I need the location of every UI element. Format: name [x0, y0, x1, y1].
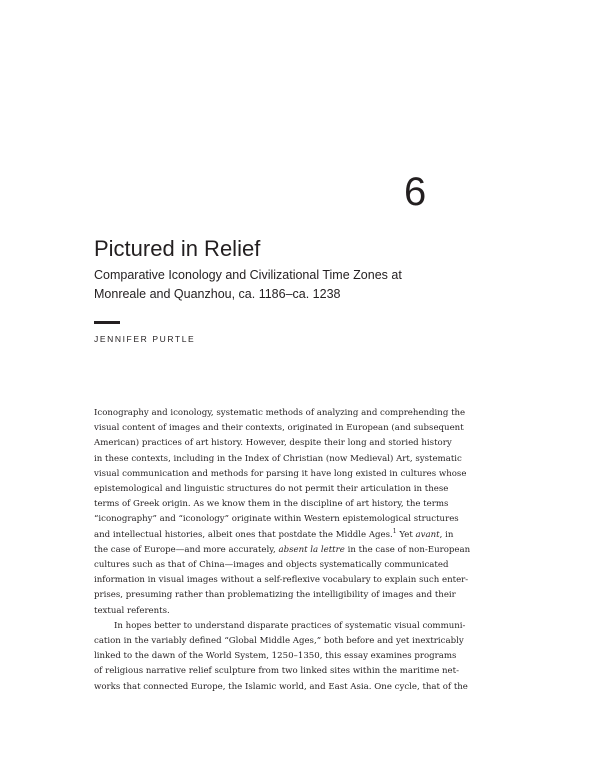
body-text — [94, 406, 471, 695]
author-name: JENNIFER PURTLE — [94, 334, 196, 344]
text-segment: Yet — [396, 529, 416, 540]
text-segment: in the case of non-European — [344, 544, 471, 555]
text-line: terms of Greek origin. As we know them in the discipline of art history, the terms — [94, 499, 449, 510]
subtitle-line: Comparative Iconology and Civilizational Time Zones at — [94, 268, 402, 282]
text-line: information in visual images without a self-reflexive vocabulary to explain such enter- — [94, 575, 469, 586]
text-segment: and intellectual histories, albeit ones that postdate the Middle Ages. — [94, 529, 393, 540]
text-line: In hopes better to understand disparate practices of systematic visual communi- — [114, 620, 466, 631]
text-line: of religious narrative relief sculpture from two linked sites within the maritime net- — [94, 666, 460, 677]
chapter-title: Pictured in Relief — [94, 236, 261, 261]
title-divider — [94, 321, 120, 324]
text-line — [94, 527, 454, 543]
paragraph — [94, 406, 471, 619]
text-line: cation in the variably defined “Global Middle Ages,” both before and yet inextricably — [94, 636, 464, 647]
text-line: linked to the dawn of the World System, 1250–1350, this essay examines programs — [94, 651, 457, 662]
footnote-marker[interactable]: 1 — [392, 527, 397, 535]
text-line: visual communication and methods for parsing it have long existed in cultures whose — [94, 468, 467, 479]
paragraph — [94, 619, 468, 695]
text-line — [94, 543, 471, 558]
italic-term: avant — [415, 529, 440, 540]
text-segment: the case of Europe—and more accurately, — [94, 544, 279, 555]
subtitle-line: Monreale and Quanzhou, ca. 1186–ca. 1238 — [94, 287, 341, 301]
text-line: cultures such as that of China—images and objects systematically communicated — [94, 560, 449, 571]
text-line: “iconography” and “iconology” originate within Western epistemological structures — [94, 514, 459, 525]
text-line: in these contexts, including in the Index of Christian (now Medieval) Art, systematic — [94, 453, 462, 464]
text-line: prises, presuming rather than problematizing the intelligibility of images and their — [94, 590, 456, 601]
chapter-number: 6 — [404, 170, 427, 214]
text-line: textual referents. — [94, 605, 170, 616]
text-line: visual content of images and their contexts, originated in European (and subsequent — [94, 423, 464, 434]
chapter-subtitle — [94, 266, 474, 304]
text-line: works that connected Europe, the Islamic world, and East Asia. One cycle, that of the — [94, 681, 468, 692]
text-line: Iconography and iconology, systematic methods of analyzing and comprehending the — [94, 408, 466, 418]
text-line: epistemological and linguistic structures do not permit their articulation in these — [94, 484, 449, 495]
italic-term: absent la lettre — [278, 544, 345, 555]
text-segment: , in — [439, 529, 454, 540]
text-line: American) practices of art history. However, despite their long and storied history — [94, 438, 452, 449]
